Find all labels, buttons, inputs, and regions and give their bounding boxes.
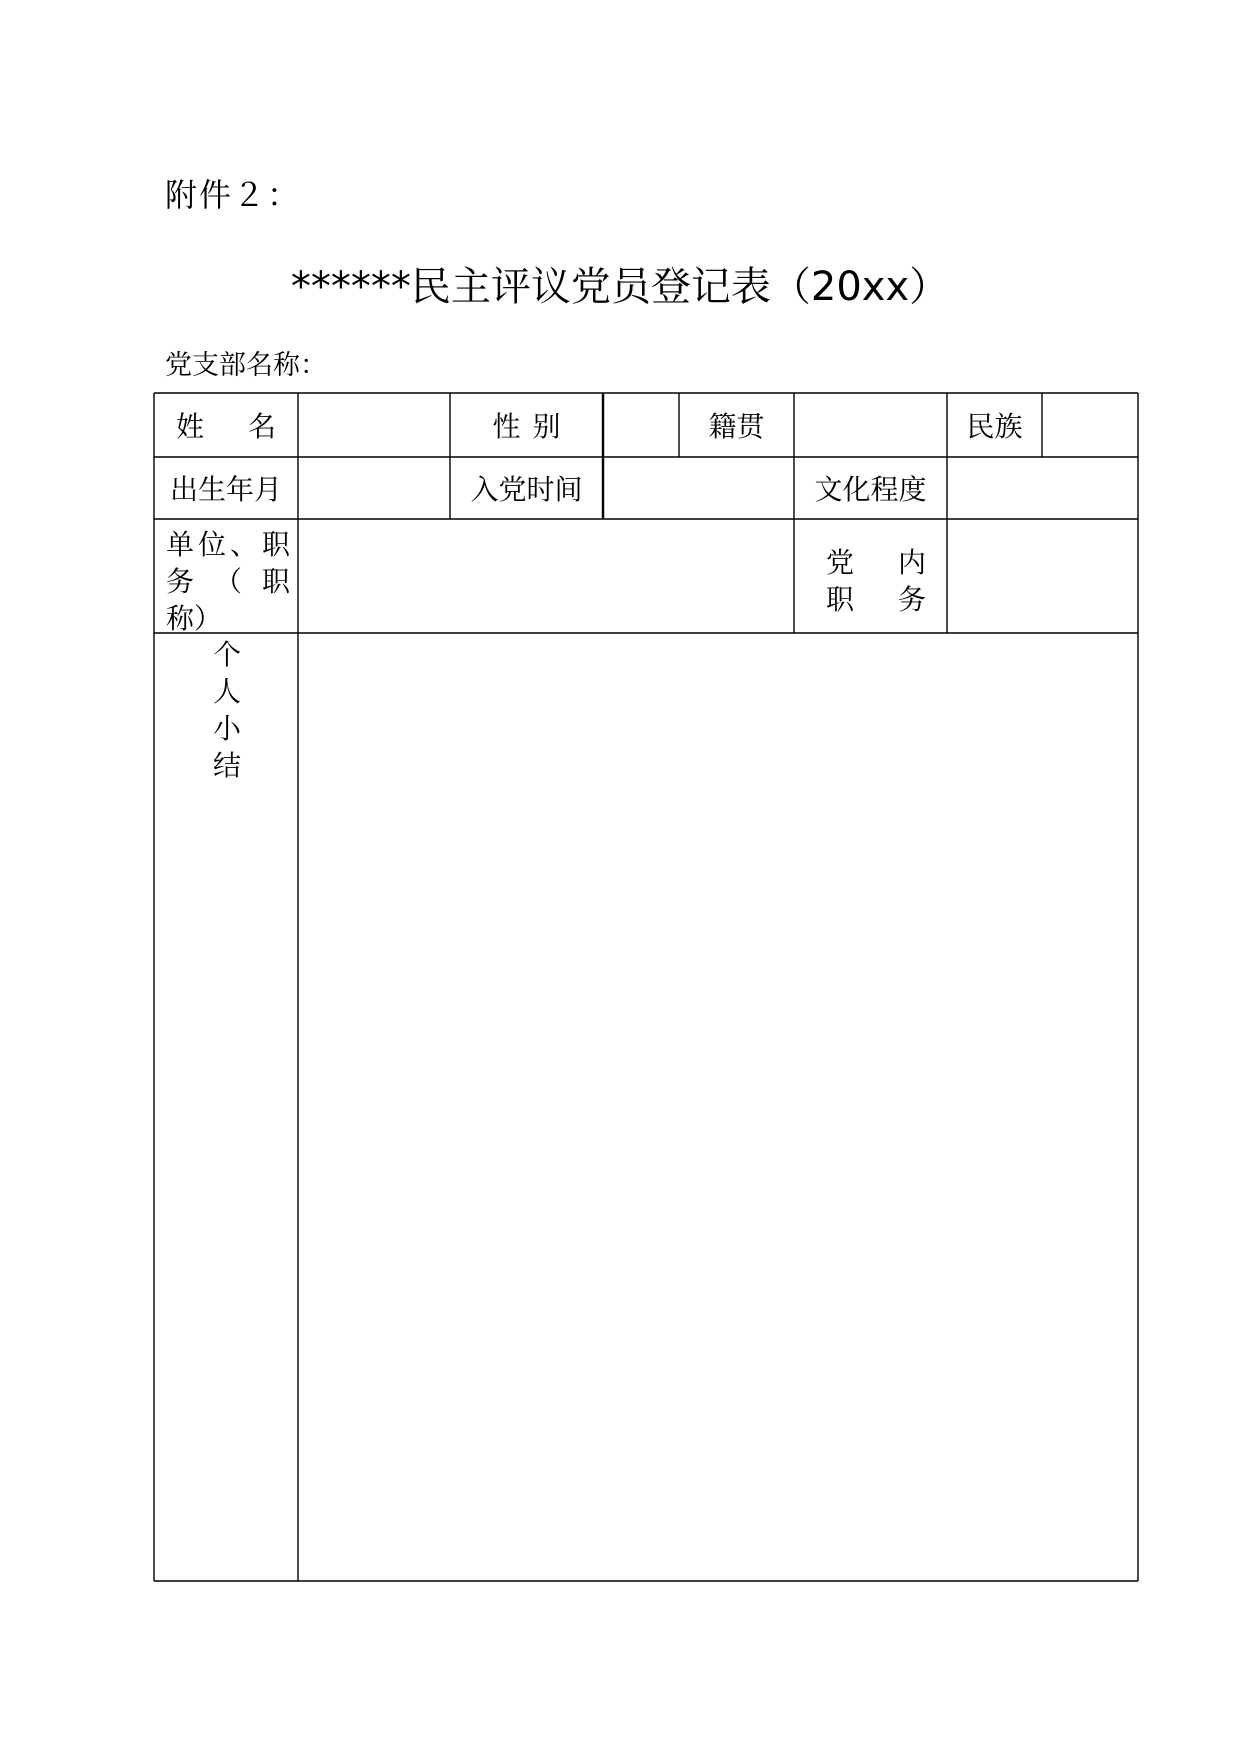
summary-label-char: 人 (212, 675, 241, 708)
party-duty-label (826, 544, 926, 618)
party-duty-char: 务 (897, 583, 926, 616)
summary-label-char: 个 (212, 638, 241, 671)
party-duty-char: 职 (826, 583, 855, 616)
native-place-field[interactable] (794, 393, 947, 457)
unit-label-line: 务（职 (166, 565, 290, 598)
birth-label: 出生年月 (169, 473, 282, 506)
attachment-label: 附件２： (165, 176, 302, 214)
unit-label-line: 称） (166, 602, 223, 635)
party-duty-char: 内 (897, 546, 926, 579)
unit-label-line: 单位、职 (166, 528, 290, 561)
branch-name-label: 党支部名称： (165, 350, 327, 381)
gender-label (450, 393, 603, 457)
unit-position-label (166, 526, 290, 637)
birth-field[interactable] (298, 457, 450, 519)
unit-position-field[interactable] (298, 519, 794, 633)
join-party-field[interactable] (603, 457, 794, 519)
summary-label-char: 结 (212, 749, 241, 782)
ethnicity-field[interactable] (1042, 393, 1138, 457)
name-field[interactable] (298, 393, 450, 457)
gender-label-char: 别 (532, 410, 561, 443)
native-place-label: 籍贯 (708, 410, 765, 443)
party-duty-line (826, 581, 926, 618)
personal-summary-label (210, 636, 244, 784)
education-label: 文化程度 (814, 473, 927, 506)
personal-summary-field[interactable] (298, 633, 1138, 1581)
name-label-char: 名 (247, 410, 276, 443)
join-party-label: 入党时间 (470, 473, 583, 506)
form-title: ******民主评议党员登记表（20xx） (290, 264, 950, 310)
party-duty-field[interactable] (947, 519, 1138, 633)
name-label (154, 393, 298, 457)
party-duty-line (826, 544, 926, 581)
education-field[interactable] (947, 457, 1138, 519)
name-label-char: 姓 (176, 410, 205, 443)
gender-field[interactable] (603, 393, 679, 457)
party-duty-char: 党 (826, 546, 855, 579)
ethnicity-label: 民族 (966, 410, 1023, 443)
gender-label-char: 性 (492, 410, 521, 443)
summary-label-char: 小 (212, 712, 241, 745)
